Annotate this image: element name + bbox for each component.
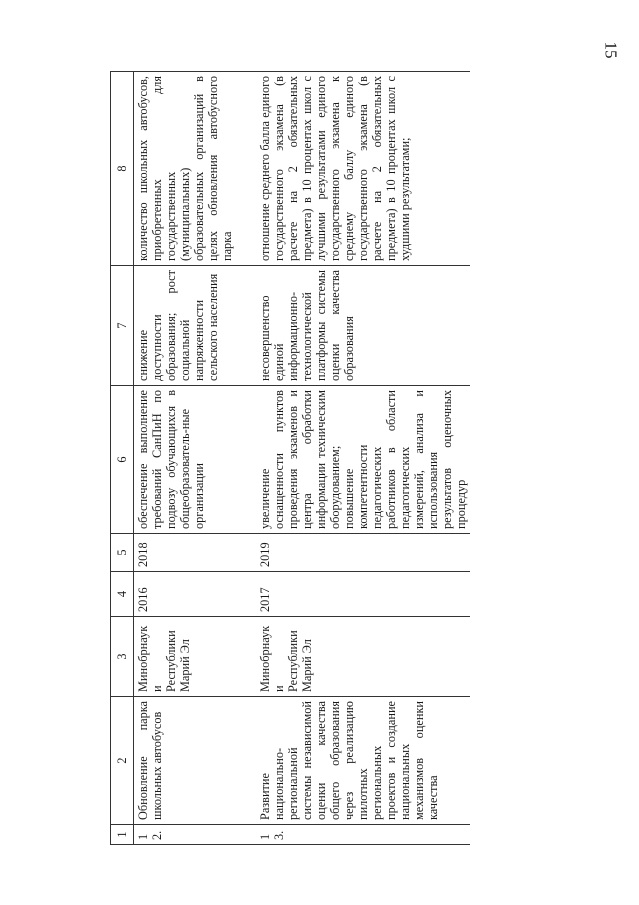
row-number: 13. xyxy=(256,825,470,845)
header-cell-6: 6 xyxy=(111,386,134,534)
header-row xyxy=(111,72,134,845)
page-number: 15 xyxy=(601,41,621,59)
expected-result: обеспечение выполнение требований СанПиН по подвозу обучающихся в общеобразователь-ные организации xyxy=(134,386,257,534)
rotated-table-wrapper xyxy=(110,72,530,845)
header-cell-5: 5 xyxy=(111,534,134,572)
indicators: отношение среднего балла единого государственного экзамена (в расчете на 2 обязательных предмета) в 10 процентах школ с лучшими результатами единого государственного экзамена к среднему баллу единого государственного экзамена (в расчете на 2 обязательных предмета) в 10 процентах школ с худшими результатами; xyxy=(256,72,470,266)
end-year: 2018 xyxy=(134,534,257,572)
measure-name: Обновление парка школьных автобусов xyxy=(134,697,257,825)
start-year: 2016 xyxy=(134,572,257,617)
table-row xyxy=(256,72,470,845)
measures-table xyxy=(110,71,470,845)
header-cell-7: 7 xyxy=(111,266,134,386)
start-year: 2017 xyxy=(256,572,470,617)
table-row xyxy=(134,72,257,845)
measure-name: Развитие национально-региональной системы независимой оценки качества общего образования через реализацию пилотных региональных проектов и создание национальных механизмов оценки качества xyxy=(256,697,470,825)
row-number: 12. xyxy=(134,825,257,845)
executor: Минобрнауки Республики Марий Эл xyxy=(256,617,470,697)
indicators: количество школьных автобусов, приобретенных для государственных (муниципальных) образовательных организаций в целях обновления автобусного парка xyxy=(134,72,257,266)
end-year: 2019 xyxy=(256,534,470,572)
expected-result: увеличение оснащенности пунктов проведения экзаменов и центра обработки информации техническим оборудованием; повышение компетентности педагогических работников в области педагогических измерений, анализа и использования результатов оценочных процедур xyxy=(256,386,470,534)
header-cell-1: 1 xyxy=(111,825,134,845)
header-cell-3: 3 xyxy=(111,617,134,697)
header-cell-8: 8 xyxy=(111,72,134,266)
consequences: несовершенство единой информационно-технологической платформы системы оценки качества образования xyxy=(256,266,470,386)
header-cell-2: 2 xyxy=(111,697,134,825)
consequences: снижение доступности образования; рост социальной напряженности сельского населения xyxy=(134,266,257,386)
executor: Минобрнауки Республики Марий Эл xyxy=(134,617,257,697)
header-cell-4: 4 xyxy=(111,572,134,617)
